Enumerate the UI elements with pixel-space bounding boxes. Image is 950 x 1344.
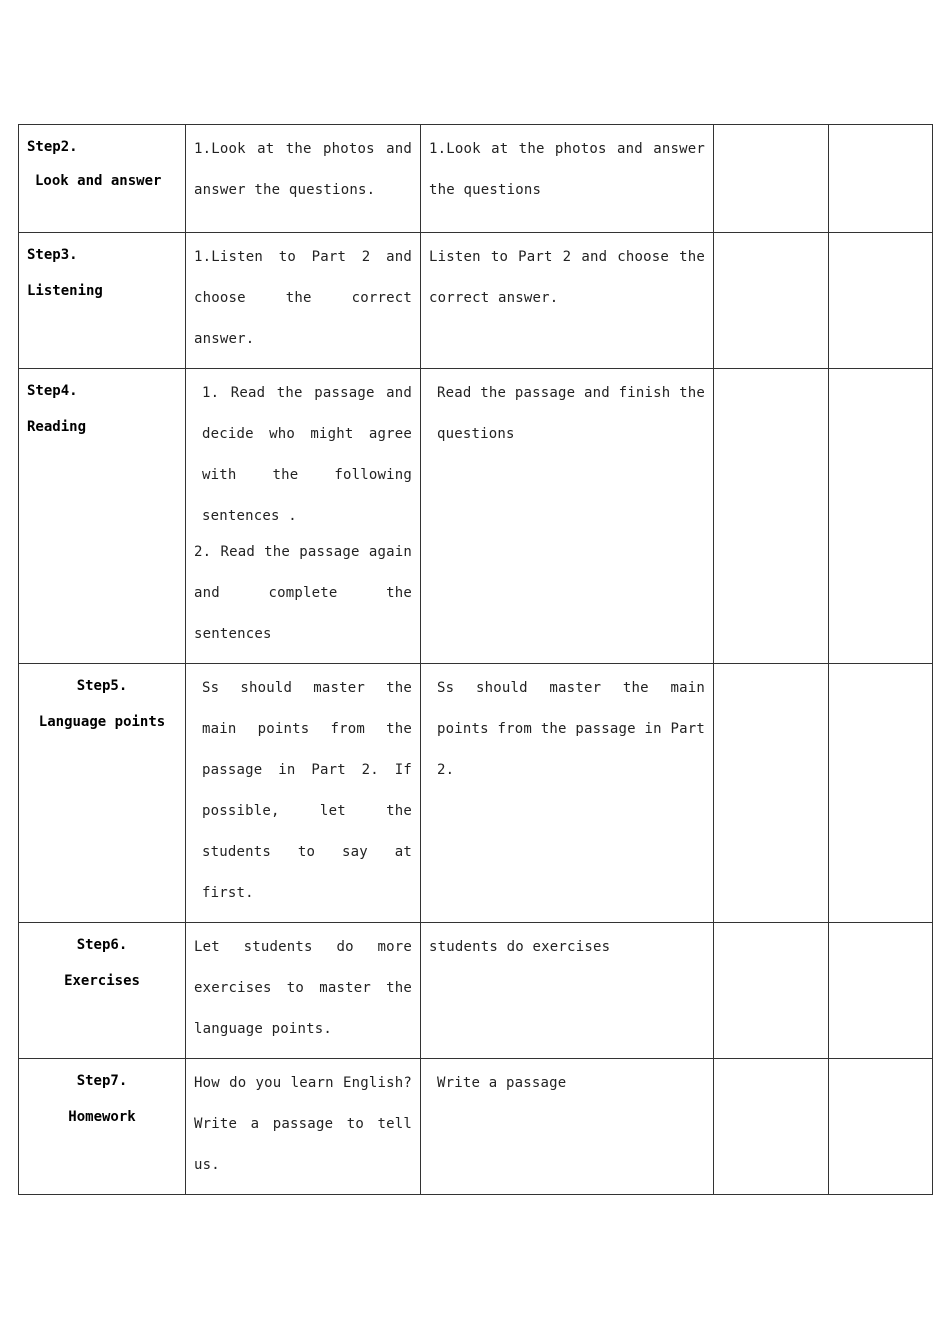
step-cell [19,664,186,923]
empty-cell [714,923,829,1059]
student-activity-cell [421,923,714,1059]
teacher-activity-text: Ss should master the main points from the passage in Part 2. If possible, let the students to say at first. [202,680,412,901]
lesson-plan-table [18,124,933,1195]
empty-cell [714,369,829,664]
student-activity-text: Ss should master the main points from the passage in Part 2. [437,680,705,778]
table-row [19,233,933,369]
student-activity-cell [421,369,714,664]
step-number: Step4. [27,383,78,399]
step-title: Listening [27,283,103,299]
step-title: Homework [68,1109,136,1125]
empty-cell [829,369,933,664]
table-row [19,125,933,233]
teacher-activity-text: 2. Read the passage again and complete the sentences [194,544,412,642]
teacher-activity-cell [186,233,421,369]
empty-cell [829,233,933,369]
empty-cell [829,664,933,923]
step-title: Look and answer [35,173,162,189]
teacher-activity-cell [186,125,421,233]
empty-cell [829,125,933,233]
empty-cell [829,923,933,1059]
teacher-activity-text: 1. Read the passage and decide who might agree with the following sentences . [202,385,412,524]
teacher-activity-text: How do you learn English? Write a passage to tell us. [194,1075,412,1173]
empty-cell [714,233,829,369]
teacher-activity-cell [186,369,421,664]
student-activity-cell [421,664,714,923]
student-activity-cell [421,233,714,369]
empty-cell [714,664,829,923]
teacher-activity-cell [186,664,421,923]
step-cell [19,125,186,233]
student-activity-text: Write a passage [437,1075,567,1091]
empty-cell [829,1059,933,1195]
step-number: Step6. [76,937,128,953]
step-number: Step2. [27,139,78,155]
teacher-activity-text: Let students do more exercises to master the language points. [194,939,412,1037]
step-number: Step3. [27,247,78,263]
empty-cell [714,125,829,233]
student-activity-text: Listen to Part 2 and choose the correct answer. [429,249,705,306]
student-activity-cell [421,1059,714,1195]
table-row [19,369,933,664]
step-title: Exercises [64,973,140,989]
teacher-activity-cell [186,1059,421,1195]
student-activity-text: 1.Look at the photos and answer the questions [429,141,705,198]
student-activity-cell [421,125,714,233]
step-cell [19,369,186,664]
empty-cell [714,1059,829,1195]
table-row [19,1059,933,1195]
step-number: Step5. [76,678,128,694]
table-row [19,664,933,923]
teacher-activity-text: 1.Listen to Part 2 and choose the correct answer. [194,249,412,347]
table-row [19,923,933,1059]
step-cell [19,233,186,369]
step-title: Reading [27,419,87,435]
step-number: Step7. [76,1073,128,1089]
teacher-activity-text: 1.Look at the photos and answer the questions. [194,141,412,198]
student-activity-text: students do exercises [429,939,611,955]
step-cell [19,923,186,1059]
step-cell [19,1059,186,1195]
step-title: Language points [38,714,166,730]
student-activity-text: Read the passage and finish the questions [437,385,705,442]
teacher-activity-cell [186,923,421,1059]
